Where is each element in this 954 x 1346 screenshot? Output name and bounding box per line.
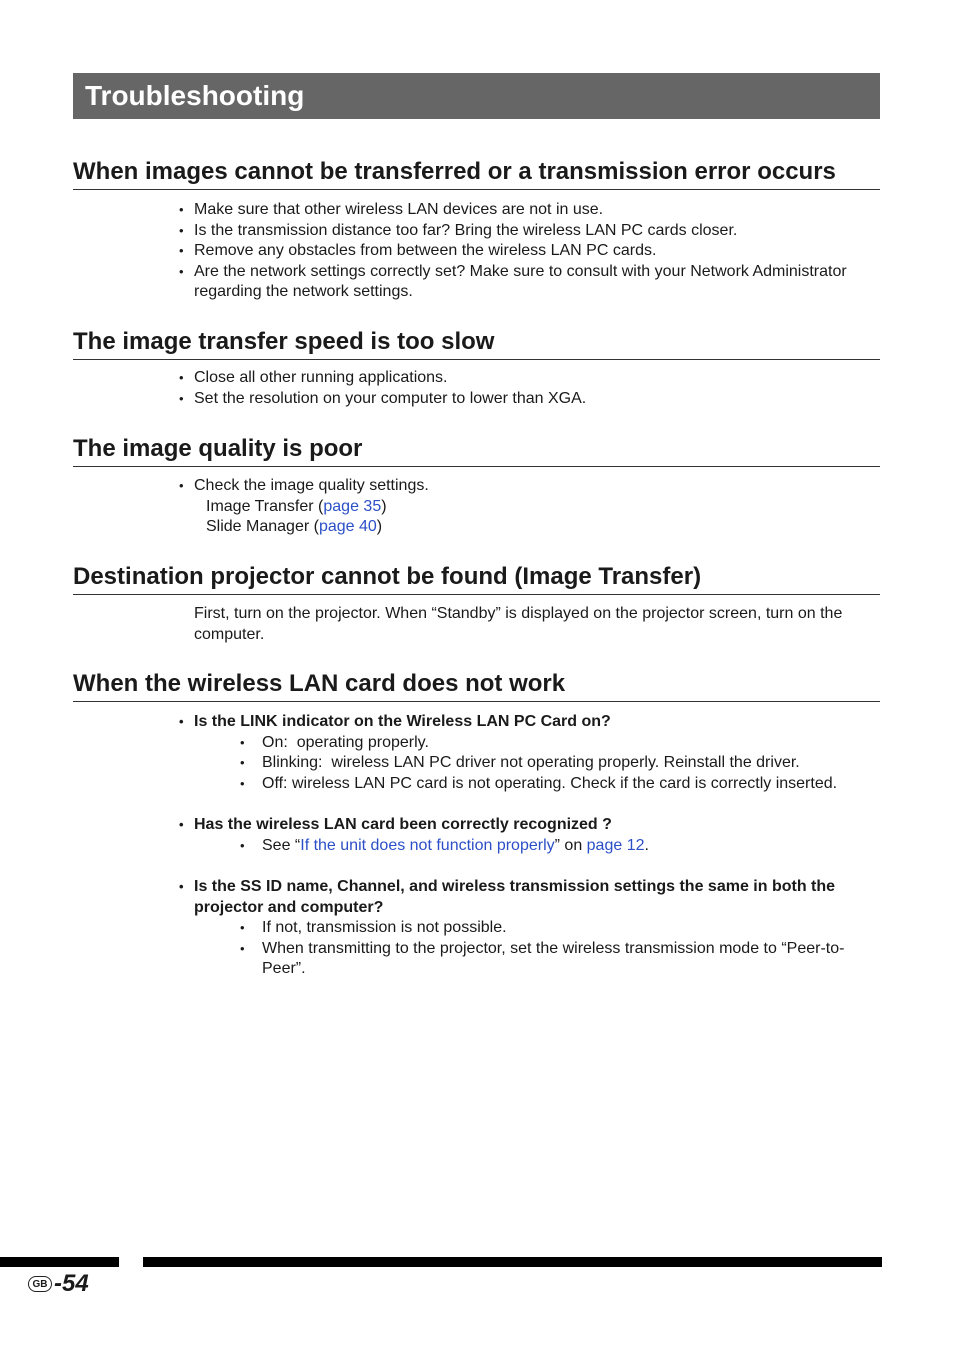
footer-bar-left [0, 1257, 119, 1267]
list-item: • Off: wireless LAN PC card is not operating. Check if the card is correctly inserted. [240, 774, 838, 792]
page-35-link[interactable]: page 35 [323, 497, 382, 515]
section-body-quality-poor [178, 476, 878, 538]
list-item: • See “If the unit does not function properly” on page 12. [240, 836, 649, 854]
page-number [28, 1270, 89, 1298]
footer-bar-right [143, 1257, 882, 1267]
question-link-indicator: • Is the LINK indicator on the Wireless LAN PC Card on? [178, 712, 878, 733]
page-title: Troubleshooting [85, 80, 305, 111]
list-item: • Blinking: wireless LAN PC driver not operating properly. Reinstall the driver. [240, 754, 800, 771]
section-title-lan-card: When the wireless LAN card does not work [73, 670, 880, 702]
paragraph: First, turn on the projector. When “Standby” is displayed on the projector screen, turn on the computer. [194, 605, 843, 643]
list-item: • Make sure that other wireless LAN devices are not in use. [178, 200, 878, 221]
list-item: • Set the resolution on your computer to lower than XGA. [178, 389, 878, 410]
list-item: • On: operating properly. [240, 733, 429, 751]
section-title-transfer-error: When images cannot be transferred or a transmission error occurs [73, 158, 880, 190]
section-title-quality-poor: The image quality is poor [73, 435, 880, 467]
list-item: • Are the network settings correctly set? Make sure to consult with your Network Administrator regarding the network settings. [178, 262, 878, 303]
page-40-link[interactable]: page 40 [318, 518, 377, 535]
function-properly-link[interactable]: If the unit does not function properly [300, 836, 555, 854]
page-number-text: -54 [54, 1270, 89, 1297]
list-item: • Check the image quality settings. [178, 476, 878, 497]
section-body-lan-card [178, 712, 878, 980]
section-title-projector-not-found: Destination projector cannot be found (Image Transfer) [73, 563, 880, 595]
page-banner [73, 73, 880, 119]
question-ssid-settings: • Is the SS ID name, Channel, and wireless transmission settings the same in both the projector and computer? [178, 877, 874, 918]
list-item: • Close all other running applications. [178, 368, 878, 389]
sub-line-image-transfer: Image Transfer (page 35) [206, 497, 387, 515]
section-body-speed-slow [178, 368, 878, 409]
question-recognized: • Has the wireless LAN card been correctly recognized ? [178, 815, 878, 836]
list-item: • If not, transmission is not possible. [240, 919, 507, 936]
page-12-link[interactable]: page 12 [586, 836, 645, 854]
sub-line-slide-manager: Slide Manager (page 40) [206, 518, 383, 535]
list-item: • Remove any obstacles from between the wireless LAN PC cards. [178, 241, 878, 262]
section-title-speed-slow: The image transfer speed is too slow [73, 328, 880, 360]
list-item: • When transmitting to the projector, set the wireless transmission mode to “Peer-to-Peer”. [240, 939, 845, 977]
section-body-projector-not-found [178, 604, 878, 645]
section-body-transfer-error [178, 200, 878, 303]
gb-region-icon: GB [28, 1276, 52, 1292]
list-item: • Is the transmission distance too far? Bring the wireless LAN PC cards closer. [178, 221, 878, 242]
